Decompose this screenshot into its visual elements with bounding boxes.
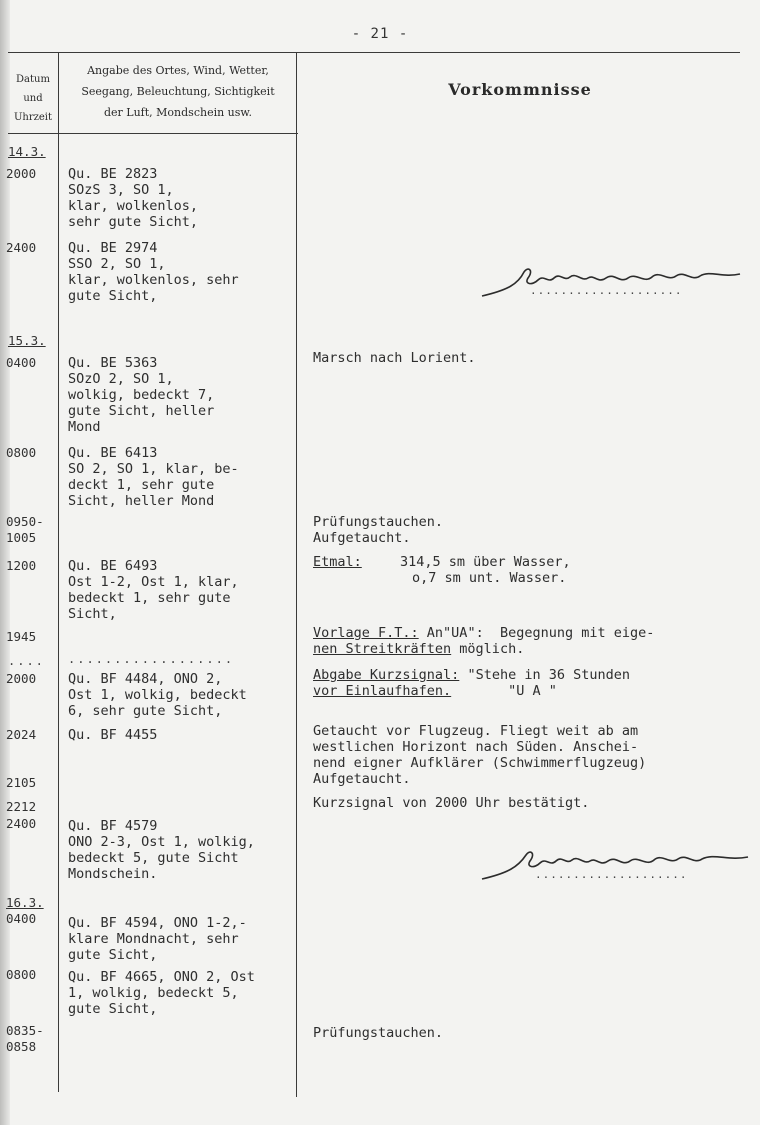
signature-1-name: Eckermann [538,271,573,278]
event-short-signal [313,667,630,683]
event-etmal-label: Etmal: [313,554,362,570]
place-entry-1: Qu. BE 2823 SOzS 3, SO 1, klar, wolkenlos, sehr gute Sicht, [68,166,199,230]
event-short-signal-text: "Stehe in 36 Stunden [459,667,630,683]
place-entry-6: Qu. BF 4484, ONO 2, Ost 1, wolkig, bedeckt 6, sehr gute Sicht, [68,671,247,719]
time-0400-a: 0400 [6,355,37,370]
event-short-signal-line-2-text: "U A " [451,683,557,699]
time-1945: 1945 [6,629,37,644]
time-0835-0858: 0835- 0858 [6,1023,44,1054]
event-radio-message-line-2 [313,641,524,657]
place-entry-8: Qu. BF 4579 ONO 2-3, Ost 1, wolkig, bedeckt 5, gute Sicht Mondschein. [68,818,255,882]
header-bottom-rule [8,133,298,134]
date-dotted-separator: .... [8,654,45,668]
header-place-column [62,60,294,123]
event-short-signal-label: Abgabe Kurzsignal: [313,667,460,683]
time-2000-a: 2000 [6,166,37,181]
date-15-3: 15.3. [8,333,46,348]
place-entry-7: Qu. BF 4455 [68,727,158,743]
event-short-signal-line-2-underlined: vor Einlaufhafen. [313,683,452,699]
place-entry-4: Qu. BE 6413 SO 2, SO 1, klar, be- deckt 1, sehr gute Sicht, heller Mond [68,445,239,509]
time-1200: 1200 [6,558,37,573]
time-2024: 2024 [6,727,37,742]
header-events-column: Vorkommnisse [448,80,592,99]
top-rule [8,52,740,53]
header-place-line-2: Seegang, Beleuchtung, Sichtigkeit [81,85,275,98]
time-0800-a: 0800 [6,445,37,460]
event-radio-label: Vorlage F.T.: [313,625,419,641]
time-0800-b: 0800 [6,967,37,982]
header-date-line-3: Uhrzeit [13,112,53,123]
time-2105: 2105 [6,775,37,790]
page-number: - 21 - [351,26,409,42]
place-entry-2: Qu. BE 2974 SSO 2, SO 1, klar, wolkenlos, sehr gute Sicht, [68,240,239,304]
place-entry-10: Qu. BF 4665, ONO 2, Ost 1, wolkig, bedeckt 5, gute Sicht, [68,969,255,1017]
event-radio-message [313,625,654,641]
header-date-line-1: Datum [16,74,50,85]
place-entry-3: Qu. BE 5363 SOzO 2, SO 1, wolkig, bedeckt 7, gute Sicht, heller Mond [68,355,215,435]
header-place-line-3: der Luft, Mondschein usw. [103,106,253,119]
time-0950-1005: 0950- 1005 [6,514,44,545]
event-test-dive-2: Prüfungstauchen. [313,1025,444,1041]
place-dotted-separator: .................. [68,652,235,666]
event-radio-line-2-underlined: nen Streitkräften [313,641,452,657]
event-radio-line-2-text: möglich. [451,641,525,657]
time-0400-b: 0400 [6,911,37,926]
time-2400-a: 2400 [6,240,37,255]
event-signal-confirmed: Kurzsignal von 2000 Uhr bestätigt. [313,795,590,811]
place-column-divider [296,52,297,1097]
date-14-3: 14.3. [8,144,46,159]
signature-2-name: Eckermann [538,854,573,861]
header-place-line-1: Angabe des Ortes, Wind, Wetter, [87,64,269,77]
time-2400-b: 2400 [6,816,37,831]
time-2212: 2212 [6,799,37,814]
event-short-signal-line-2 [313,683,557,699]
event-march-to-lorient: Marsch nach Lorient. [313,350,476,366]
event-dive-for-aircraft: Getaucht vor Flugzeug. Fliegt weit ab am westlichen Horizont nach Süden. Anschei- nend eigner Aufklärer (Schwimmerflugzeug) Aufgetaucht. [313,723,647,787]
place-entry-5: Qu. BE 6493 Ost 1-2, Ost 1, klar, bedeckt 1, sehr gute Sicht, [68,558,239,622]
time-2000-b: 2000 [6,671,37,686]
signature-2-dots: .................... [535,868,688,881]
event-etmal-line-2: o,7 sm unt. Wasser. [412,570,567,586]
header-date-line-2: und [23,93,43,104]
header-date-column [8,70,58,127]
event-test-dive: Prüfungstauchen. Aufgetaucht. [313,514,444,546]
signature-1-dots: .................... [530,284,683,297]
date-column-divider [58,52,59,1092]
place-entry-9: Qu. BF 4594, ONO 1-2,- klare Mondnacht, sehr gute Sicht, [68,915,247,963]
date-16-3: 16.3. [6,895,44,910]
event-etmal-line-1: 314,5 sm über Wasser, [400,554,571,570]
event-radio-text: An"UA": Begegnung mit eige- [418,625,655,641]
